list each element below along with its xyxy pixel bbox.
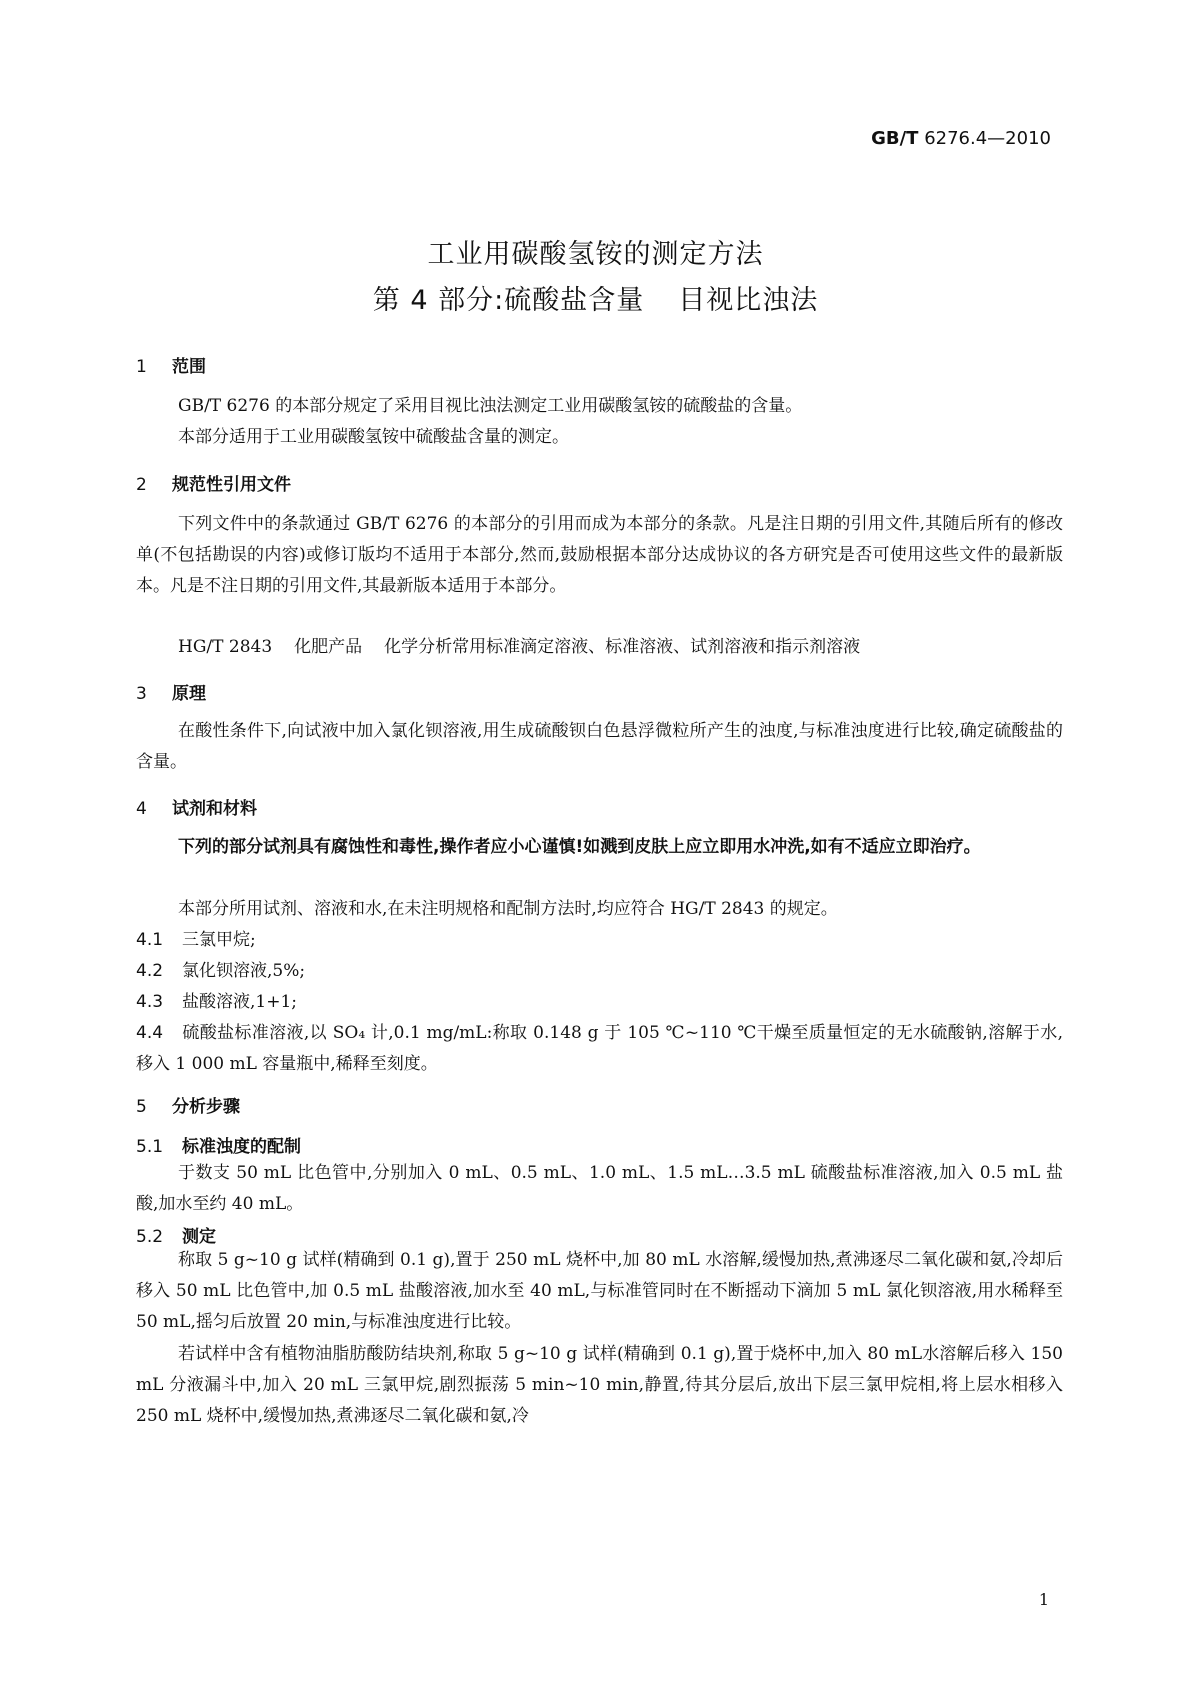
subtitle-part: 第 4 部分:硫酸盐含量: [372, 285, 645, 316]
section-5-heading: [136, 1092, 240, 1117]
s2-paragraph-1: 下列文件中的条款通过 GB/T 6276 的本部分的引用而成为本部分的条款。凡是注日期的引用文件,其随后所有的修改单(不包括勘误的内容)或修订版均不适用于本部分,然而,鼓励根据本部分达成协议的各方研究是否可使用这些文件的最新版本。凡是不注日期的引用文件,其最新版本适用于本部分。: [136, 514, 1063, 596]
standard-code: 6276.4—2010: [924, 128, 1051, 149]
subsection-5-1-heading: [136, 1132, 301, 1157]
subsection-number: 5.2: [136, 1227, 164, 1247]
s5-2-paragraph-2: 若试样中含有植物油脂肪酸防结块剂,称取 5 g~10 g 试样(精确到 0.1 g),置于烧杯中,加入 80 mL水溶解后移入 150 mL 分液漏斗中,加入 20 mL 三氯甲烷,剧烈振荡 5 min~10 min,静置,待其分层后,放出下层三氯甲烷相,将上层水相移入 250 mL 烧杯中,缓慢加热,煮沸逐尽二氧化碳和氨,冷: [136, 1344, 1063, 1426]
section-number: 5: [136, 1097, 147, 1117]
reagent-item: [136, 987, 1063, 1018]
subsection-number: 5.1: [136, 1137, 164, 1157]
s3-paragraph-1: 在酸性条件下,向试液中加入氯化钡溶液,用生成硫酸钡白色悬浮微粒所产生的浊度,与标准浊度进行比较,确定硫酸盐的含量。: [136, 721, 1063, 772]
standard-number: [871, 128, 1051, 149]
section-title: 原理: [172, 684, 206, 704]
page-number: 1: [1038, 1590, 1049, 1609]
document-title: 工业用碳酸氢铵的测定方法: [427, 239, 764, 270]
section-title: 规范性引用文件: [172, 475, 291, 495]
section-title: 范围: [172, 357, 206, 377]
s5-2-paragraph-1: 称取 5 g~10 g 试样(精确到 0.1 g),置于 250 mL 烧杯中,加 80 mL 水溶解,缓慢加热,煮沸逐尽二氧化碳和氨,冷却后移入 50 mL 比色管中,加 0.5 mL 盐酸溶液,加水至 40 mL,与标准管同时在不断摇动下滴加 5 mL 氯化钡溶液,用水稀释至 50 mL,摇匀后放置 20 min,与标准浊度进行比较。: [136, 1250, 1063, 1332]
safety-warning: 下列的部分试剂具有腐蚀性和毒性,操作者应小心谨慎!如溅到皮肤上应立即用水冲洗,如有不适应立即治疗。: [178, 837, 981, 857]
s4-paragraph-1: 本部分所用试剂、溶液和水,在未注明规格和配制方法时,均应符合 HG/T 2843 的规定。: [178, 899, 838, 919]
document-subtitle: [0, 278, 1191, 317]
section-2-heading: [136, 470, 291, 495]
section-number: 2: [136, 475, 147, 495]
subtitle-method: 目视比浊法: [678, 285, 819, 316]
item-number: 4.4: [136, 1023, 164, 1043]
section-4-heading: [136, 794, 257, 819]
standard-prefix: GB/T: [871, 128, 919, 149]
s1-paragraph-2: 本部分适用于工业用碳酸氢铵中硫酸盐含量的测定。: [178, 427, 569, 447]
normative-reference: [136, 632, 1063, 663]
item-text: 三氯甲烷;: [182, 930, 256, 950]
item-number: 4.1: [136, 930, 164, 950]
item-text: 硫酸盐标准溶液,以 SO₄ 计,0.1 mg/mL:称取 0.148 g 于 105 ℃~110 ℃干燥至质量恒定的无水硫酸钠,溶解于水,移入 1 000 mL 容量瓶中,稀释至刻度。: [136, 1023, 1063, 1074]
reagent-item: [136, 1018, 1063, 1080]
item-number: 4.3: [136, 992, 164, 1012]
reference-category: 化肥产品: [294, 637, 363, 657]
section-1-heading: [136, 352, 206, 377]
s1-paragraph-1: GB/T 6276 的本部分规定了采用目视比浊法测定工业用碳酸氢铵的硫酸盐的含量。: [178, 396, 803, 416]
subsection-5-2-heading: [136, 1222, 216, 1247]
reagent-item: [136, 956, 1063, 987]
reagent-item: [136, 925, 1063, 956]
item-number: 4.2: [136, 961, 164, 981]
section-number: 3: [136, 684, 147, 704]
item-text: 氯化钡溶液,5%;: [182, 961, 306, 981]
s5-1-paragraph: 于数支 50 mL 比色管中,分别加入 0 mL、0.5 mL、1.0 mL、1.5 mL…3.5 mL 硫酸盐标准溶液,加入 0.5 mL 盐酸,加水至约 40 mL。: [136, 1163, 1063, 1214]
reference-code: HG/T 2843: [178, 637, 273, 657]
subsection-title: 测定: [182, 1227, 216, 1247]
section-number: 4: [136, 799, 147, 819]
section-number: 1: [136, 357, 147, 377]
reference-title: 化学分析常用标准滴定溶液、标准溶液、试剂溶液和指示剂溶液: [384, 637, 861, 657]
section-title: 试剂和材料: [172, 799, 257, 819]
item-text: 盐酸溶液,1+1;: [182, 992, 298, 1012]
section-title: 分析步骤: [172, 1097, 240, 1117]
subsection-title: 标准浊度的配制: [182, 1137, 301, 1157]
section-3-heading: [136, 679, 206, 704]
